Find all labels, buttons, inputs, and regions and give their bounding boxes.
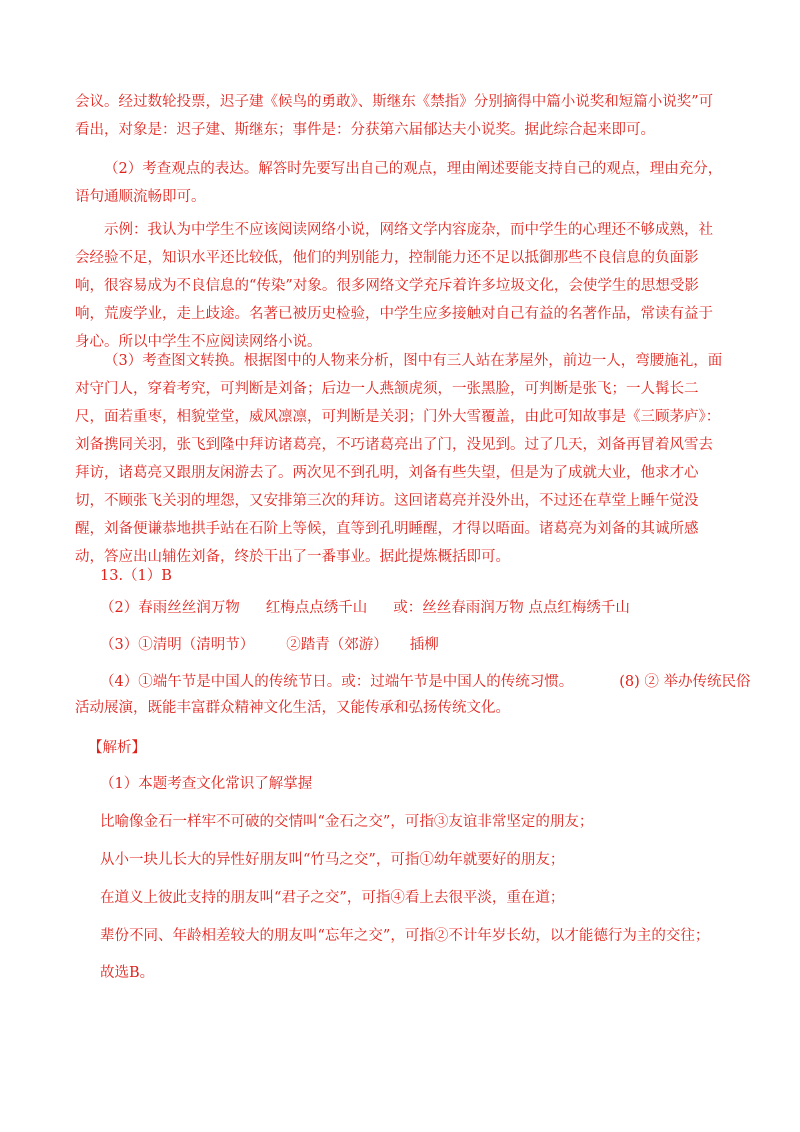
- analysis-line-3: 从小一块儿长大的异性好朋友叫“竹马之交”，可指①幼年就要好的朋友；: [100, 852, 565, 868]
- analysis-line-1: （1）本题考查文化常识了解掌握: [100, 776, 313, 792]
- answer-13-2-left: （2）春雨丝丝润万物: [100, 600, 240, 616]
- answer-13-3-right: 插柳: [409, 637, 439, 653]
- analysis-line-6: 故选B。: [100, 965, 155, 981]
- analysis-line-4: 在道义上彼此支持的朋友叫“君子之交”，可指④看上去很平淡，重在道；: [100, 890, 565, 906]
- answer-13-2: [100, 596, 630, 620]
- paragraph-p3: 示例：我认为中学生不应该阅读网络小说，网络文学内容庞杂，而中学生的心理还不够成熟，社会经验不足，知识水平还比较低，他们的判别能力，控制能力还不足以抵御那些不良信息的负面影响，很容易成为不良信息的“传染”对象。很多网络文学充斥着许多垃圾文化，会使学生的思想受影响，荒废学业，走上歧途。名著已被历史检验，中学生应多接触对自己有益的名著作品，常读有益于身心。所以中学生不应阅读网络小说。: [75, 222, 713, 350]
- paragraph-p2: （2）考查观点的表达。解答时先要写出自己的观点，理由阐述要能支持自己的观点，理由充分，语句通顺流畅即可。: [75, 161, 723, 205]
- answer-13-2-right: 或：丝丝春雨润万物 点点红梅绣千山: [393, 600, 630, 616]
- answer-13-4: [100, 670, 751, 694]
- answer-13-3-mid: ②踏青（郊游）: [286, 637, 388, 653]
- answer-13-2-mid: 红梅点点绣千山: [265, 600, 368, 616]
- paragraph-p1: 会议。经过数轮投票，迟子建《候鸟的勇敢》、斯继东《禁指》分别摘得中篇小说奖和短篇小说奖”可看出，对象是：迟子建、斯继东；事件是：分获第六届郁达夫小说奖。据此综合起来即可。: [75, 94, 714, 138]
- answer-13-4-right: (8) ② 举办传统民俗: [619, 674, 751, 690]
- analysis-heading: 【解析】: [88, 740, 146, 756]
- answer-13-4-continued: 活动展演，既能丰富群众精神文化生活，又能传承和弘扬传统文化。: [75, 700, 510, 716]
- answer-13-4-left: （4）①端午节是中国人的传统节日。或：过端午节是中国人的传统习惯。: [100, 674, 574, 690]
- analysis-line-5: 辈份不同、年龄相差较大的朋友叫“忘年之交”，可指②不计年岁长幼，以才能德行为主的交往；: [100, 928, 710, 944]
- analysis-line-2: 比喻像金石一样牢不可破的交情叫“金石之交”，可指③友谊非常坚定的朋友；: [100, 814, 594, 830]
- paragraph-p4: （3）考查图文转换。根据图中的人物来分析，图中有三人站在茅屋外，前边一人，弯腰施礼，面对守门人，穿着考究，可判断是刘备；后边一人燕颔虎须，一张黑脸，可判断是张飞；一人髯长二尺，面若重枣，相貌堂堂，威风凛凛，可判断是关羽；门外大雪覆盖，由此可知故事是《三顾茅庐》：刘备携同关羽，张飞到隆中拜访诸葛亮，不巧诸葛亮出了门，没见到。过了几天，刘备再冒着风雪去拜访，诸葛亮又跟朋友闲游去了。两次见不到孔明，刘备有些失望，但是为了成就大业，他求才心切，不顾张飞关羽的埋怨，又安排第三次的拜访。这回诸葛亮并没外出，不过还在草堂上睡午觉没醒，刘备便谦恭地拱手站在石阶上等候，直等到孔明睡醒，才得以晤面。诸葛亮为刘备的其诚所感动，答应出山辅佐刘备，终於干出了一番事业。据此提炼概括即可。: [75, 353, 723, 565]
- answer-13-1: 13.（1）B: [100, 568, 172, 584]
- answer-13-3: [100, 633, 439, 657]
- answer-13-3-left: （3）①清明（清明节）: [100, 637, 255, 653]
